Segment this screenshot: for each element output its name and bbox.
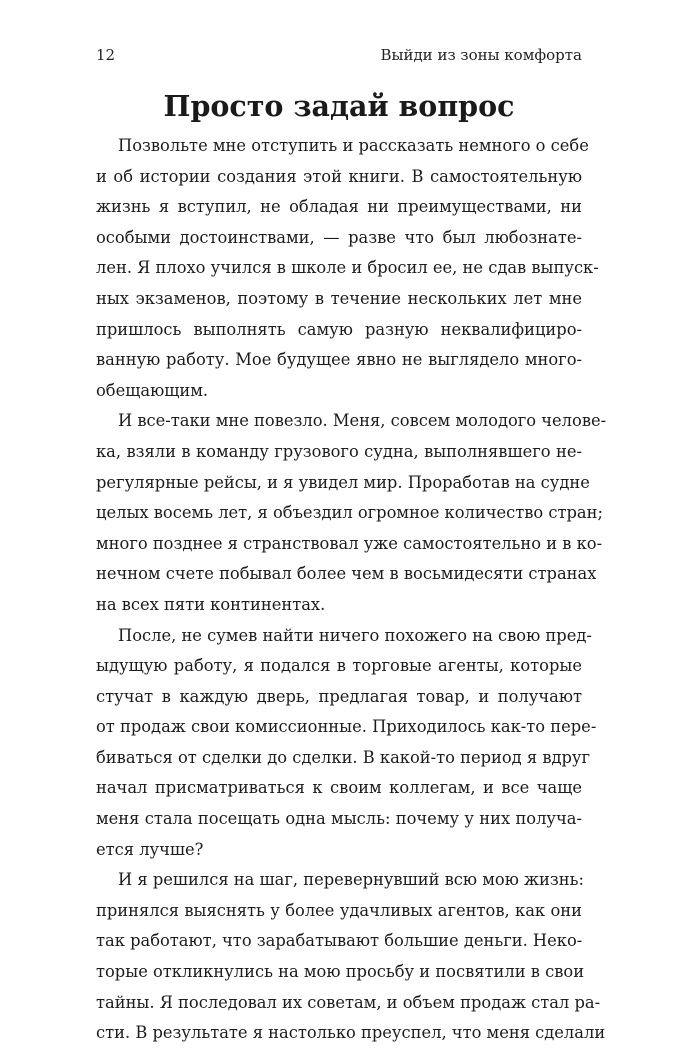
paragraph — [96, 131, 599, 406]
text-line: ванную работу. Мое будущее явно не выглядело много- — [96, 350, 582, 370]
text-line: ных экзаменов, поэтому в течение нескольких лет мне — [96, 288, 582, 308]
text-line: тайны. Я последовал их советам, и объем продаж стал ра- — [96, 992, 601, 1012]
text-line: лен. Я плохо учился в школе и бросил ее, не сдав выпуск- — [96, 258, 599, 278]
chapter-title: Просто задай вопрос — [163, 89, 515, 123]
paragraph — [96, 406, 607, 620]
text-line: И я решился на шаг, перевернувший всю мою жизнь: — [118, 870, 584, 890]
text-line: ка, взяли в команду грузового судна, выполнявшего не- — [96, 441, 582, 461]
text-line: меня стала посещать одна мысль: почему у них получа- — [96, 809, 582, 829]
text-line: биваться от сделки до сделки. В какой-то период я вдруг — [96, 747, 591, 767]
page-number: 12 — [96, 46, 116, 64]
text-line: ыдущую работу, я подался в торговые агенты, которые — [96, 656, 582, 676]
text-line: принялся выяснять у более удачливых агентов, как они — [96, 900, 582, 920]
text-line: торые откликнулись на мою просьбу и посвятили в свои — [96, 962, 585, 982]
text-line: пришлось выполнять самую разную неквалифициро- — [96, 319, 582, 339]
text-line: Позвольте мне отступить и рассказать немного о себе — [118, 136, 589, 155]
text-line: много позднее я странствовал уже самостоятельно и в ко- — [96, 533, 603, 553]
paragraph — [96, 865, 606, 1049]
text-line: регулярные рейсы, и я увидел мир. Проработав на судне — [96, 472, 590, 492]
text-line: нечном счете побывал более чем в восьмидесяти странах — [96, 564, 597, 584]
text-line: на всех пяти континентах. — [96, 594, 326, 614]
text-line: обещающим. — [96, 380, 209, 400]
text-line: и об истории создания этой книги. В самостоятельную — [96, 166, 582, 186]
text-line: начал присматриваться к своим коллегам, и все чаще — [96, 778, 582, 798]
text-line: сти. В результате я настолько преуспел, что меня сделали — [96, 1023, 606, 1043]
text-line: так работают, что зарабатывают большие деньги. Неко- — [96, 931, 583, 951]
text-line: особыми достоинствами, — разве что был любознате- — [96, 227, 582, 247]
body-text — [96, 131, 607, 1049]
text-line: целых восемь лет, я объездил огромное количество стран; — [96, 503, 603, 523]
text-line: жизнь я вступил, не обладая ни преимуществами, ни — [96, 197, 582, 217]
text-line: от продаж свои комиссионные. Приходилось как-то пере- — [96, 717, 597, 737]
text-line: стучат в каждую дверь, предлагая товар, и получают — [96, 686, 582, 706]
text-line: После, не сумев найти ничего похожего на свою пред- — [118, 625, 592, 645]
running-header — [96, 44, 582, 66]
text-line: И все-таки мне повезло. Меня, совсем молодого челове- — [118, 411, 607, 431]
book-title: Выйди из зоны комфорта — [380, 46, 582, 64]
paragraph — [96, 621, 597, 866]
text-line: ется лучше? — [96, 839, 204, 859]
